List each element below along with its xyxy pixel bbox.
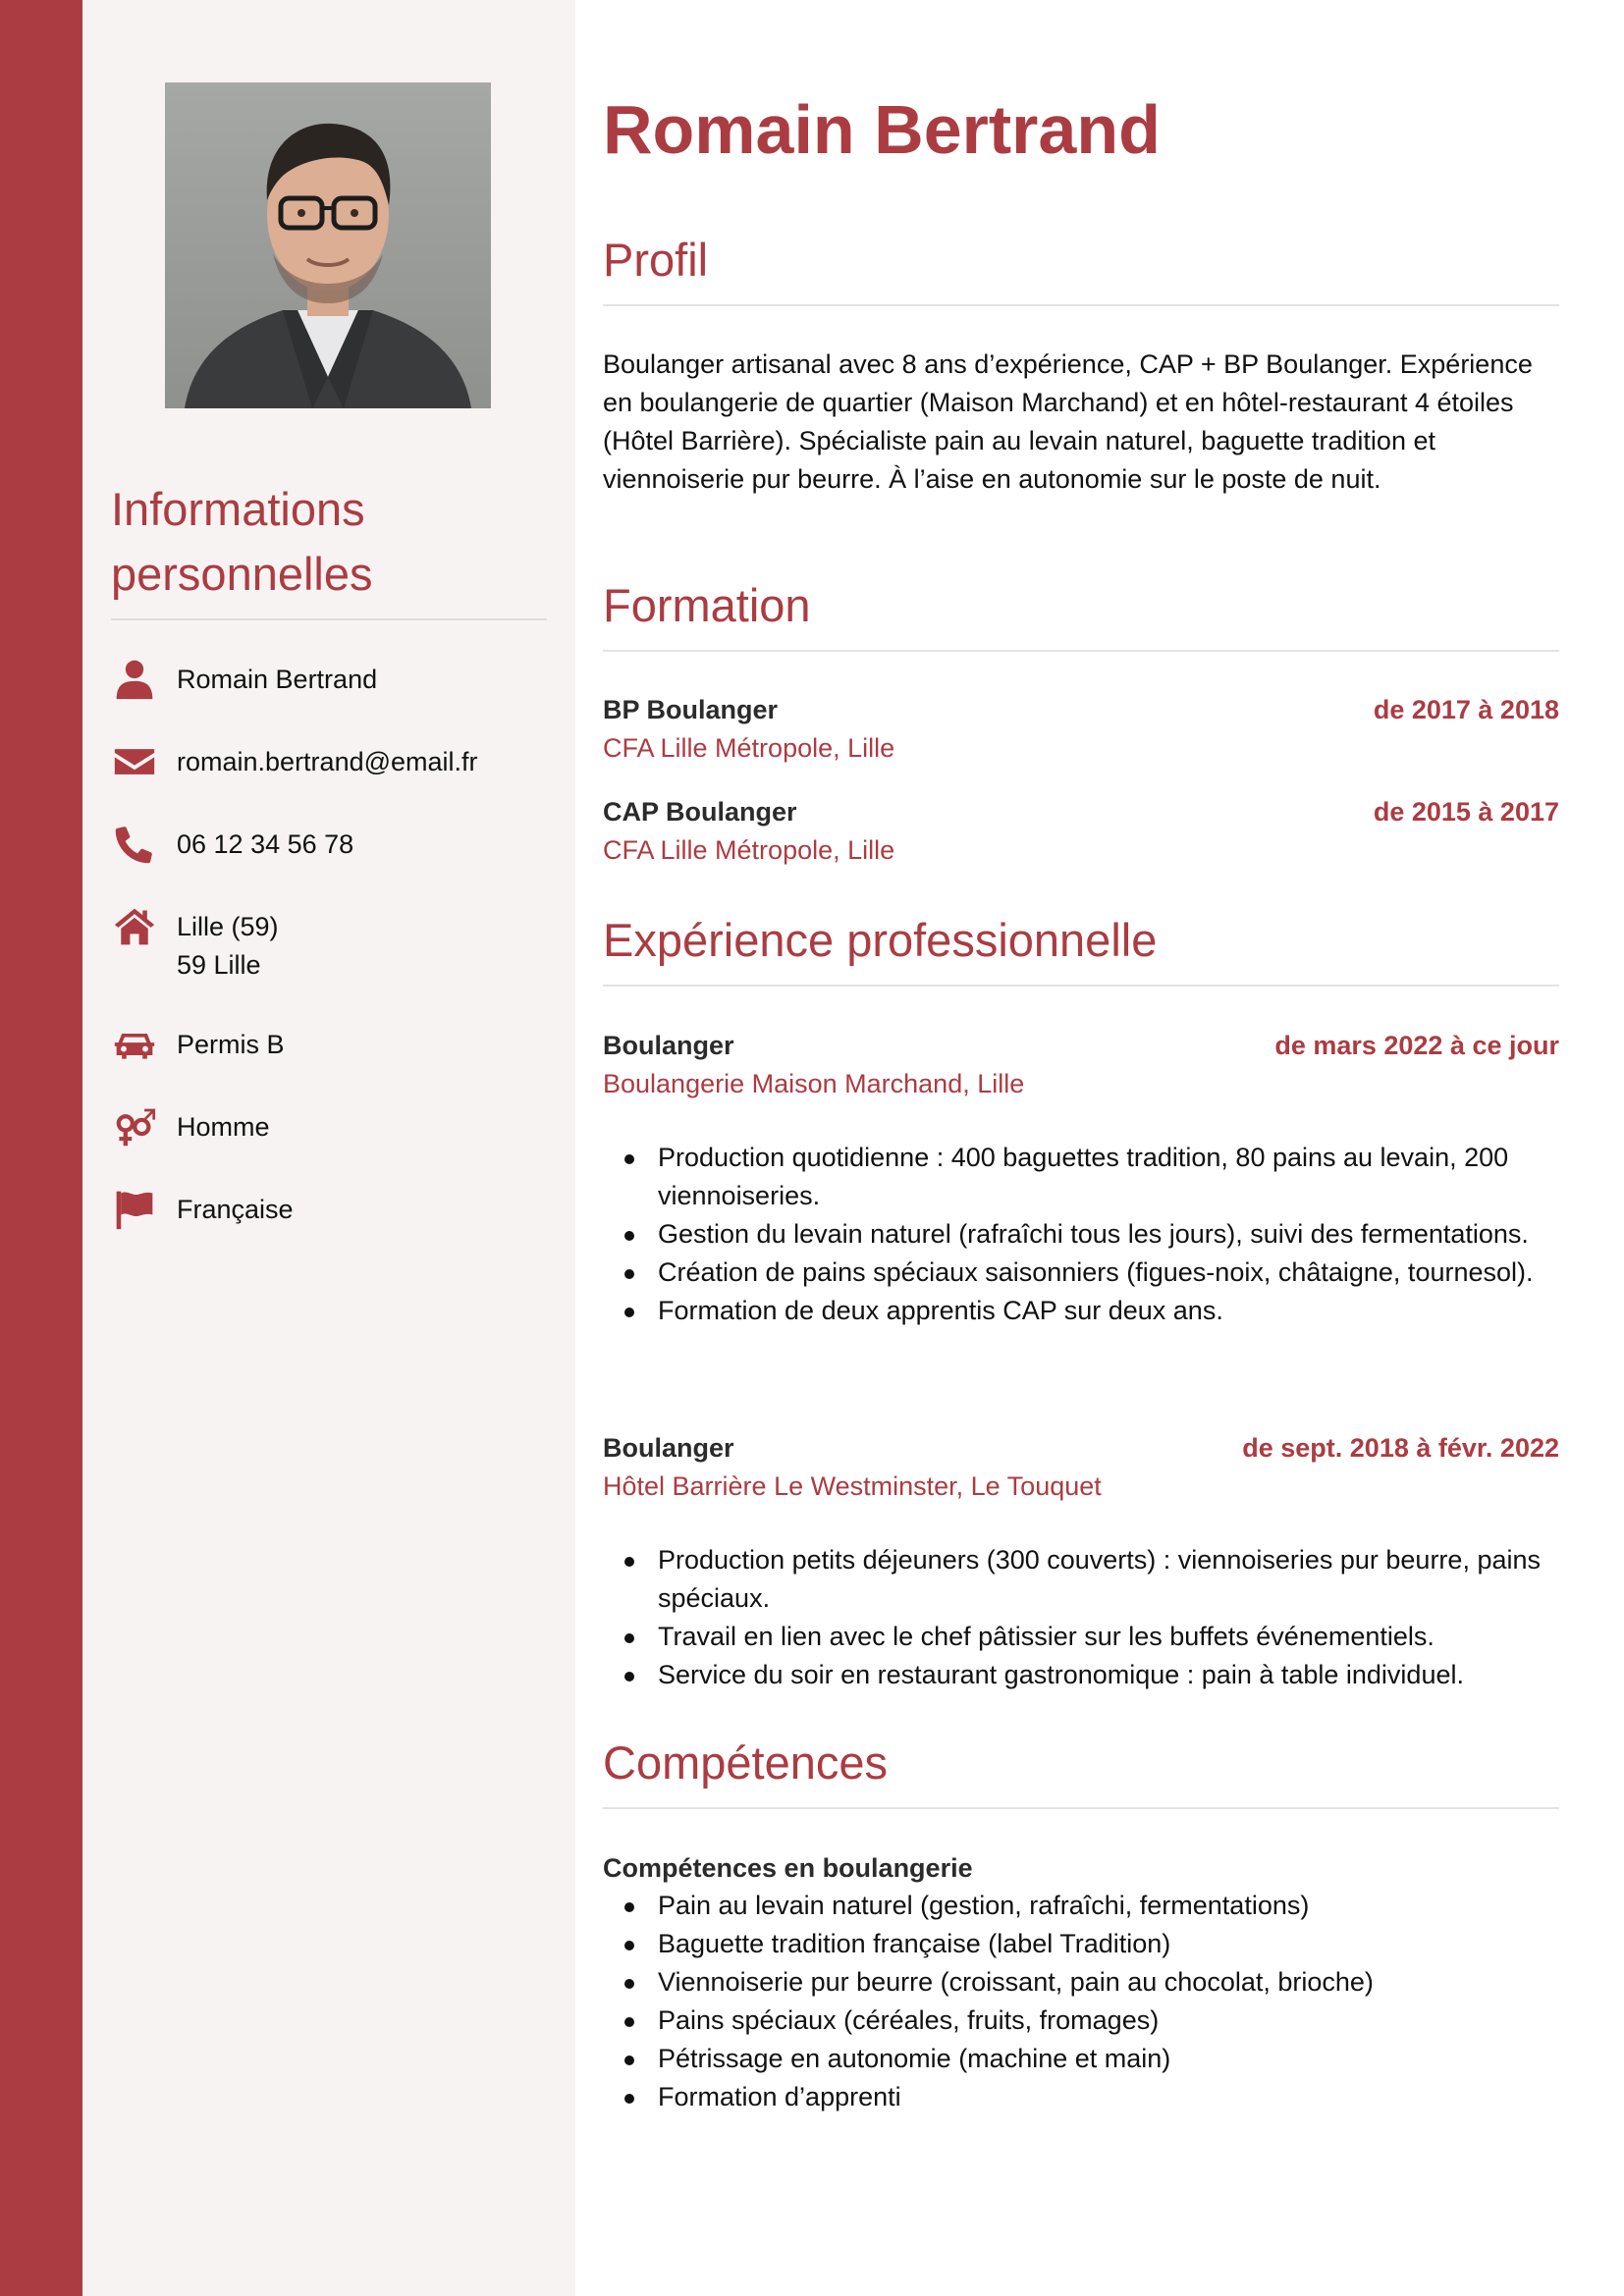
gender-icon bbox=[111, 1103, 158, 1150]
section-title-experience: Expérience professionnelle bbox=[603, 914, 1158, 966]
experience-entry-2-org: Hôtel Barrière Le Westminster, Le Touquet bbox=[603, 1471, 1102, 1501]
formation-entry-2-org: CFA Lille Métropole, Lille bbox=[603, 835, 895, 865]
formation-entry-1-date: de 2017 à 2018 bbox=[1373, 695, 1559, 724]
candidate-name: Romain Bertrand bbox=[603, 91, 1161, 168]
list-item: Création de pains spéciaux saisonniers (figues-noix, châtaigne, tournesol). bbox=[603, 1254, 1559, 1292]
section-title-formation: Formation bbox=[603, 579, 811, 631]
list-item: Formation de deux apprentis CAP sur deux ans. bbox=[603, 1292, 1559, 1330]
section-divider-formation bbox=[603, 650, 1559, 652]
list-item: Production petits déjeuners (300 couverts) : viennoiseries pur beurre, pains spéciaux. bbox=[603, 1541, 1559, 1618]
formation-entry-2-header bbox=[603, 793, 1559, 831]
experience-entry-1-header bbox=[603, 1027, 1559, 1065]
car-icon bbox=[111, 1021, 158, 1068]
experience-entry-2-bullets bbox=[603, 1541, 1559, 1694]
section-divider-experience bbox=[603, 985, 1559, 987]
list-item: Pains spéciaux (céréales, fruits, fromages) bbox=[603, 2002, 1559, 2040]
info-item-address bbox=[111, 903, 553, 1021]
personal-info-list bbox=[111, 656, 553, 1268]
user-icon bbox=[111, 656, 158, 703]
list-item: Formation d’apprenti bbox=[603, 2078, 1559, 2116]
list-item: Travail en lien avec le chef pâtissier sur les buffets événementiels. bbox=[603, 1618, 1559, 1656]
section-title-profil: Profil bbox=[603, 234, 709, 286]
formation-entry-1-header bbox=[603, 691, 1559, 729]
list-item: Gestion du levain naturel (rafraîchi tous les jours), suivi des fermentations. bbox=[603, 1215, 1559, 1254]
info-phone[interactable]: 06 12 34 56 78 bbox=[177, 829, 354, 859]
sidebar bbox=[82, 0, 575, 2296]
profil-text: Boulanger artisanal avec 8 ans d’expérience, CAP + BP Boulanger. Expérience en boulangerie de quartier (Maison Marchand) et en hôtel-restaurant 4 étoiles (Hôtel Barrière). Spécialiste pain au levain naturel, baguette tradition et viennoiserie pur beurre. À l’aise en autonomie sur le poste de nuit. bbox=[603, 349, 1533, 494]
info-item-name bbox=[111, 656, 553, 738]
experience-entry-2-title: Boulanger bbox=[603, 1433, 734, 1463]
info-address-line-1: Lille (59) bbox=[177, 912, 279, 941]
formation-entry-2-title: CAP Boulanger bbox=[603, 797, 797, 827]
list-item: Baguette tradition française (label Tradition) bbox=[603, 1925, 1559, 1963]
section-title-competences: Compétences bbox=[603, 1736, 888, 1789]
experience-entry-2-header bbox=[603, 1429, 1559, 1468]
flag-icon bbox=[111, 1186, 158, 1233]
formation-entry-1-org: CFA Lille Métropole, Lille bbox=[603, 733, 895, 763]
experience-entry-2-date: de sept. 2018 à févr. 2022 bbox=[1242, 1433, 1559, 1463]
info-email[interactable]: romain.bertrand@email.fr bbox=[177, 747, 478, 776]
formation-entry-1-title: BP Boulanger bbox=[603, 695, 779, 724]
info-item-phone bbox=[111, 821, 553, 903]
phone-icon bbox=[111, 821, 158, 868]
accent-stripe bbox=[0, 0, 82, 2296]
info-item-nationality bbox=[111, 1186, 553, 1268]
info-name: Romain Bertrand bbox=[177, 665, 378, 694]
formation-entry-2-date: de 2015 à 2017 bbox=[1373, 797, 1559, 827]
info-nationality: Française bbox=[177, 1195, 294, 1224]
list-item: Pain au levain naturel (gestion, rafraîchi, fermentations) bbox=[603, 1887, 1559, 1925]
info-gender: Homme bbox=[177, 1112, 270, 1142]
experience-entry-1-bullets bbox=[603, 1139, 1559, 1330]
info-license: Permis B bbox=[177, 1030, 285, 1059]
competences-subtitle: Compétences en boulangerie bbox=[603, 1853, 973, 1883]
list-item: Viennoiserie pur beurre (croissant, pain au chocolat, brioche) bbox=[603, 1963, 1559, 2002]
info-item-gender bbox=[111, 1103, 553, 1186]
section-divider-profil bbox=[603, 304, 1559, 306]
experience-entry-1-date: de mars 2022 à ce jour bbox=[1274, 1031, 1559, 1060]
list-item: Service du soir en restaurant gastronomique : pain à table individuel. bbox=[603, 1656, 1559, 1694]
info-address-line-2: 59 Lille bbox=[177, 950, 261, 980]
home-icon bbox=[111, 903, 158, 950]
info-address bbox=[177, 903, 279, 985]
sidebar-title: Informations personnelles bbox=[111, 483, 373, 600]
list-item: Production quotidienne : 400 baguettes tradition, 80 pains au levain, 200 viennoiseries. bbox=[603, 1139, 1559, 1215]
competences-list bbox=[603, 1887, 1559, 2116]
envelope-icon bbox=[111, 738, 158, 785]
list-item: Pétrissage en autonomie (machine et main) bbox=[603, 2040, 1559, 2078]
section-divider-competences bbox=[603, 1807, 1559, 1809]
sidebar-divider bbox=[111, 618, 547, 620]
info-item-email bbox=[111, 738, 553, 821]
experience-entry-1-org: Boulangerie Maison Marchand, Lille bbox=[603, 1069, 1025, 1098]
experience-entry-1-title: Boulanger bbox=[603, 1031, 734, 1060]
profile-photo bbox=[165, 82, 491, 408]
info-item-license bbox=[111, 1021, 553, 1103]
